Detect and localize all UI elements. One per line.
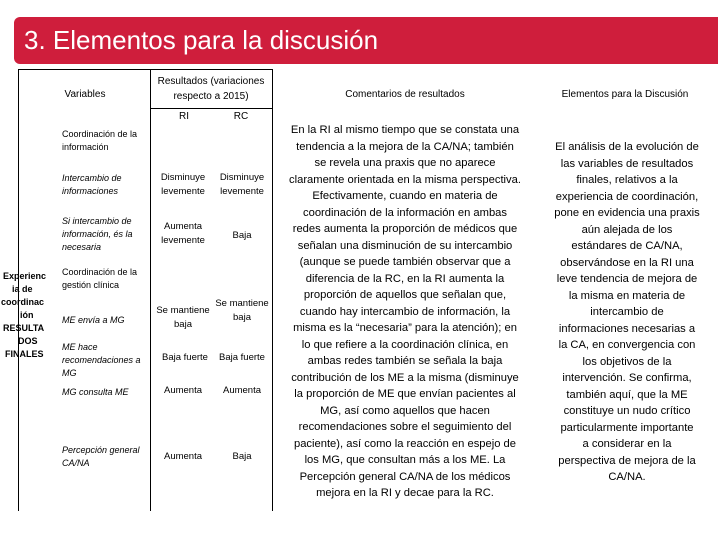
row-label-coordinacion-informacion: Coordinación de la información bbox=[62, 129, 138, 152]
element-line: perspectiva de mejora de la bbox=[558, 454, 696, 467]
row-label-mg-consulta: MG consulta ME bbox=[62, 387, 129, 397]
comment-line: diferencia de la RC, en la RI aumenta la bbox=[305, 272, 505, 285]
header-ri: RI bbox=[179, 111, 189, 122]
side-label-line: RESULTA bbox=[3, 323, 45, 333]
comment-line: paciente), así como la reacción en espejo de bbox=[293, 437, 517, 450]
row-label-me-envia: ME envía a MG bbox=[62, 315, 125, 325]
slide-title: 3. Elementos para la discusión bbox=[24, 25, 379, 55]
comment-line: recomendaciones sobre el seguimiento del bbox=[298, 421, 512, 433]
comment-line: señalan una disminución de su intercambio bbox=[297, 239, 513, 252]
comment-line: lo que refiere a la coordinación clínica, en bbox=[301, 338, 509, 351]
row-label-gestion-clinica: Coordinación de la gestión clínica bbox=[62, 267, 138, 290]
side-label-line: FINALES bbox=[5, 349, 44, 359]
header-variables: Variables bbox=[64, 89, 106, 100]
ri-value: Aumenta bbox=[163, 385, 203, 396]
element-line: estándares de CA/NA, bbox=[571, 240, 683, 252]
comment-line: MG, así como aquellos que hacen bbox=[320, 404, 490, 417]
title-bar bbox=[14, 17, 718, 64]
row-label-informacion-necesaria: Si intercambio de información, és la necesaria bbox=[62, 216, 133, 252]
element-line: aún alejada de los bbox=[581, 223, 673, 236]
side-label-line: ia de bbox=[12, 284, 33, 294]
ri-value: Disminuye levemente bbox=[160, 172, 206, 197]
ri-value: Aumenta bbox=[163, 451, 203, 462]
element-line: constituye un nudo crítico bbox=[563, 405, 691, 417]
element-line: las variables de resultados bbox=[560, 157, 694, 170]
element-line: intervención. Se confirma, bbox=[562, 372, 692, 384]
element-line: pone en evidencia una praxis bbox=[554, 207, 700, 219]
header-elementos: Elementos para la Discusión bbox=[561, 89, 689, 100]
header-comentarios: Comentarios de resultados bbox=[345, 89, 465, 100]
row-label-percepcion: Percepción general CA/NA bbox=[62, 445, 140, 468]
rc-value: Baja bbox=[232, 230, 252, 241]
element-line: también aquí, que la ME bbox=[566, 388, 688, 401]
element-line: experiencia de coordinación, bbox=[555, 190, 699, 203]
comment-line: Efectivamente, cuando en materia de bbox=[312, 190, 498, 202]
comment-line: ambas redes también se señala la baja bbox=[307, 355, 503, 367]
element-line: los objetivos de la bbox=[582, 355, 672, 368]
comment-line: redes aumenta la proporción de médicos que bbox=[292, 223, 518, 235]
element-line: a considerar en la bbox=[582, 438, 672, 450]
element-line: intercambio de bbox=[590, 306, 664, 318]
row-label-me-recomendaciones: ME hace recomendaciones a MG bbox=[62, 342, 141, 378]
side-label-line: DOS bbox=[18, 336, 38, 346]
ri-value: Se mantiene baja bbox=[156, 305, 210, 330]
comment-line: se revela una praxis que no aparece bbox=[314, 157, 496, 169]
side-label-line: ión bbox=[20, 310, 34, 320]
rc-value: Se mantiene baja bbox=[215, 298, 269, 323]
header-rc: RC bbox=[233, 111, 249, 122]
header-resultados: Resultados (variaciones respecto a 2015) bbox=[157, 76, 265, 102]
comment-line: Percepción general CA/NA de los médicos bbox=[299, 470, 511, 483]
comentarios-text bbox=[270, 122, 540, 502]
rc-value: Disminuye levemente bbox=[219, 172, 265, 197]
element-line: El análisis de la evolución de bbox=[555, 141, 699, 153]
comment-line: cuando hay intercambio de información, la bbox=[299, 305, 511, 318]
comment-line: la proporción de ME que envían pacientes al bbox=[294, 388, 516, 400]
ri-value: Aumenta levemente bbox=[161, 221, 205, 246]
rc-value: Aumenta bbox=[222, 385, 262, 396]
element-line: leve tendencia de mejora de bbox=[556, 273, 698, 285]
rc-value: Baja bbox=[232, 451, 252, 462]
side-label-line: coordinac bbox=[1, 297, 45, 307]
element-line: CA/NA. bbox=[608, 471, 646, 483]
comment-line: tendencia a la mejora de la CA/NA; también bbox=[296, 140, 514, 153]
rc-value: Baja fuerte bbox=[219, 352, 265, 363]
element-line: particularmente importante bbox=[560, 421, 694, 434]
element-line: informaciones necesarias a bbox=[558, 322, 696, 335]
ri-value: Baja fuerte bbox=[162, 352, 208, 363]
side-label-line: Experienc bbox=[3, 271, 47, 281]
comment-line: claramente orientada en la misma perspectiva. bbox=[289, 173, 521, 186]
comment-line: contribución de los ME a la misma (disminuye bbox=[291, 371, 519, 384]
comment-line: coordinación de la información en ambas bbox=[303, 206, 507, 219]
comment-line: mejora en la RI y decae para la RC. bbox=[316, 487, 494, 499]
table-top-border bbox=[18, 69, 272, 70]
comment-line: misma es la “necesaria” para la atención); en bbox=[293, 322, 517, 334]
comment-line: los MG, que consultan más a los ME. La bbox=[304, 454, 506, 466]
comment-line: (aunque se puede también observar que a bbox=[299, 256, 511, 268]
element-line: finales, relativos a la bbox=[576, 174, 678, 186]
element-line: la misma en materia de bbox=[568, 289, 686, 302]
elementos-text bbox=[534, 139, 720, 486]
element-line: observándose en la RI una bbox=[560, 256, 694, 269]
comment-line: En la RI al mismo tiempo que se constata una bbox=[290, 124, 520, 136]
comment-line: proporción de aquellos que señalan que, bbox=[303, 289, 507, 301]
element-line: la CA, en convergencia con bbox=[558, 339, 696, 351]
row-label-intercambio: Intercambio de informaciones bbox=[62, 173, 122, 196]
